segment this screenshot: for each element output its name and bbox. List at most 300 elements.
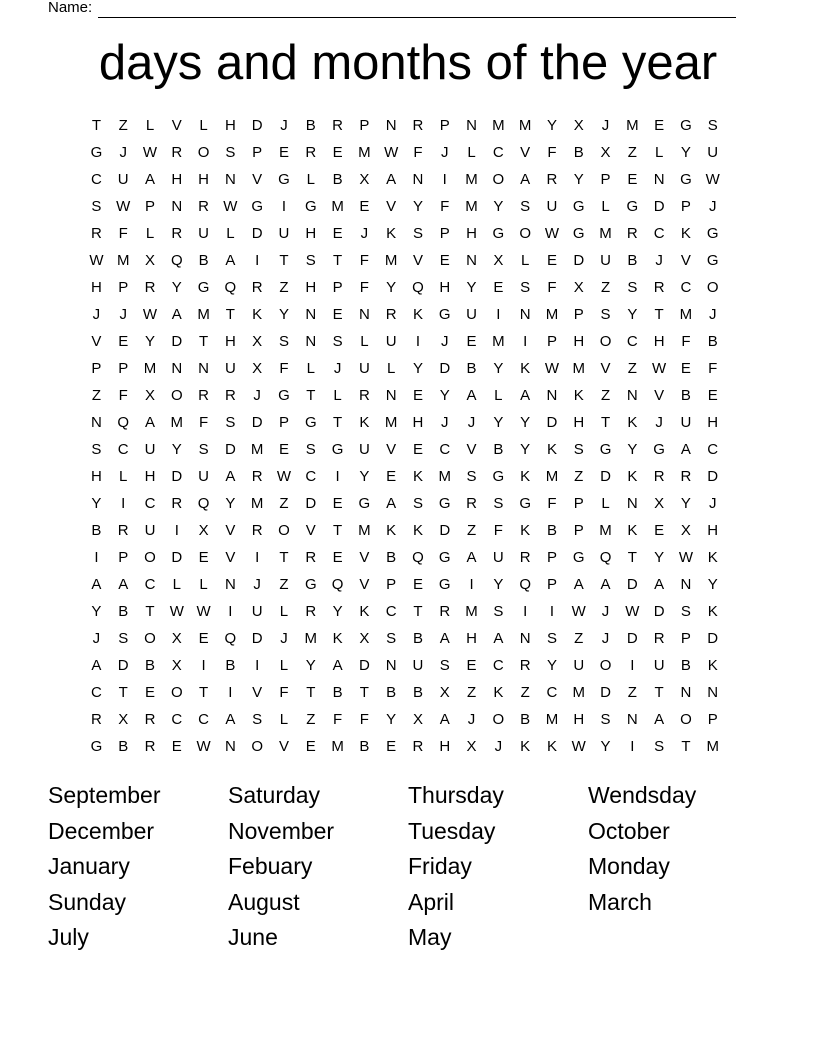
grid-letter[interactable]: D (358, 657, 370, 674)
grid-letter[interactable]: F (199, 414, 209, 431)
grid-letter[interactable]: Z (279, 576, 289, 593)
grid-letter[interactable]: I (201, 657, 206, 674)
grid-letter[interactable]: Q (331, 576, 344, 593)
grid-letter[interactable]: V (278, 738, 289, 755)
grid-letter[interactable]: C (198, 711, 209, 728)
grid-letter[interactable]: Y (412, 198, 423, 215)
grid-letter[interactable]: D (573, 252, 585, 269)
grid-letter[interactable]: L (306, 360, 315, 377)
grid-letter[interactable]: D (653, 603, 665, 620)
grid-letter[interactable]: N (171, 360, 183, 377)
grid-letter[interactable]: V (412, 252, 423, 269)
grid-letter[interactable]: E (118, 333, 129, 350)
grid-letter[interactable]: H (573, 711, 585, 728)
grid-letter[interactable]: N (466, 252, 477, 269)
grid-letter[interactable]: W (544, 360, 560, 377)
grid-letter[interactable]: C (707, 441, 719, 458)
grid-letter[interactable]: D (171, 333, 183, 350)
grid-letter[interactable]: E (627, 171, 638, 188)
grid-letter[interactable]: Y (627, 306, 638, 323)
grid-letter[interactable]: G (197, 279, 210, 296)
grid-letter[interactable]: Z (627, 360, 637, 377)
grid-letter[interactable]: V (225, 549, 236, 566)
grid-letter[interactable]: C (492, 144, 504, 161)
grid-letter[interactable]: Y (493, 360, 504, 377)
grid-letter[interactable]: N (626, 495, 638, 512)
grid-letter[interactable]: H (224, 333, 236, 350)
grid-letter[interactable]: A (171, 306, 182, 323)
grid-letter[interactable]: S (91, 198, 102, 215)
grid-letter[interactable]: R (305, 144, 317, 161)
grid-letter[interactable]: A (144, 171, 155, 188)
grid-letter[interactable]: K (386, 225, 397, 242)
grid-letter[interactable]: C (439, 441, 451, 458)
grid-letter[interactable]: P (707, 711, 718, 728)
grid-letter[interactable]: T (600, 414, 611, 431)
grid-letter[interactable]: L (279, 711, 289, 728)
grid-letter[interactable]: M (331, 738, 344, 755)
grid-letter[interactable]: W (625, 603, 640, 620)
grid-letter[interactable]: X (171, 630, 182, 647)
grid-letter[interactable]: E (412, 387, 423, 404)
grid-letter[interactable]: M (572, 360, 585, 377)
grid-letter[interactable]: K (546, 441, 557, 458)
grid-letter[interactable]: U (198, 225, 209, 242)
grid-letter[interactable]: P (573, 495, 584, 512)
grid-letter[interactable]: R (117, 522, 129, 539)
grid-letter[interactable]: Z (466, 522, 477, 539)
grid-letter[interactable]: P (252, 144, 263, 161)
grid-letter[interactable]: R (171, 144, 183, 161)
grid-letter[interactable]: I (228, 684, 233, 701)
grid-letter[interactable]: E (439, 252, 450, 269)
grid-letter[interactable]: V (252, 171, 263, 188)
grid-letter[interactable]: G (706, 252, 719, 269)
grid-letter[interactable]: X (493, 252, 504, 269)
grid-letter[interactable]: T (306, 684, 316, 701)
grid-letter[interactable]: X (412, 711, 423, 728)
grid-letter[interactable]: Y (91, 603, 102, 620)
grid-letter[interactable]: B (305, 117, 316, 134)
grid-letter[interactable]: Y (144, 333, 155, 350)
grid-letter[interactable]: M (679, 306, 693, 323)
grid-letter[interactable]: T (199, 684, 209, 701)
grid-letter[interactable]: L (520, 252, 530, 269)
grid-letter[interactable]: X (118, 711, 129, 728)
grid-letter[interactable]: B (144, 657, 155, 674)
grid-letter[interactable]: S (91, 441, 102, 458)
name-field[interactable] (48, 0, 736, 18)
grid-letter[interactable]: G (90, 144, 103, 161)
grid-letter[interactable]: L (279, 603, 289, 620)
grid-letter[interactable]: V (386, 441, 397, 458)
grid-letter[interactable]: L (601, 495, 610, 512)
grid-letter[interactable]: S (493, 603, 504, 620)
grid-letter[interactable]: M (250, 441, 264, 458)
grid-letter[interactable]: X (171, 657, 182, 674)
grid-letter[interactable]: I (94, 549, 99, 566)
grid-letter[interactable]: U (707, 144, 719, 161)
grid-letter[interactable]: T (654, 306, 664, 323)
grid-letter[interactable]: M (492, 333, 505, 350)
grid-letter[interactable]: V (359, 576, 370, 593)
grid-letter[interactable]: T (118, 684, 128, 701)
grid-letter[interactable]: T (359, 684, 369, 701)
grid-letter[interactable]: M (116, 252, 130, 269)
grid-letter[interactable]: K (359, 414, 370, 431)
grid-letter[interactable]: S (573, 441, 584, 458)
grid-letter[interactable]: E (332, 144, 343, 161)
grid-letter[interactable]: Y (91, 495, 102, 512)
grid-letter[interactable]: K (332, 630, 343, 647)
grid-letter[interactable]: U (573, 657, 585, 674)
grid-letter[interactable]: B (412, 684, 423, 701)
grid-letter[interactable]: T (145, 603, 155, 620)
grid-letter[interactable]: J (601, 117, 610, 134)
grid-letter[interactable]: X (439, 684, 450, 701)
grid-letter[interactable]: A (573, 576, 584, 593)
grid-letter[interactable]: U (546, 198, 558, 215)
grid-letter[interactable]: N (385, 117, 397, 134)
grid-letter[interactable]: B (707, 333, 718, 350)
grid-letter[interactable]: L (601, 198, 610, 215)
grid-letter[interactable]: B (359, 738, 370, 755)
grid-letter[interactable]: C (90, 684, 102, 701)
grid-letter[interactable]: D (626, 576, 638, 593)
grid-letter[interactable]: G (438, 549, 451, 566)
grid-letter[interactable]: L (279, 657, 289, 674)
grid-letter[interactable]: R (90, 711, 102, 728)
grid-letter[interactable]: N (224, 171, 236, 188)
grid-letter[interactable]: A (91, 576, 102, 593)
grid-letter[interactable]: F (359, 711, 369, 728)
grid-letter[interactable]: B (386, 549, 397, 566)
grid-letter[interactable]: U (466, 306, 477, 323)
grid-letter[interactable]: I (523, 603, 528, 620)
grid-letter[interactable]: X (144, 387, 155, 404)
grid-letter[interactable]: M (331, 198, 344, 215)
grid-letter[interactable]: M (465, 171, 478, 188)
grid-letter[interactable]: K (493, 684, 504, 701)
grid-letter[interactable]: W (276, 468, 292, 485)
grid-letter[interactable]: G (358, 495, 371, 512)
grid-letter[interactable]: G (680, 117, 692, 134)
grid-letter[interactable]: W (652, 360, 667, 377)
grid-letter[interactable]: P (546, 333, 557, 350)
grid-letter[interactable]: N (680, 684, 692, 701)
grid-letter[interactable]: S (520, 198, 531, 215)
grid-letter[interactable]: L (226, 225, 235, 242)
grid-letter[interactable]: Q (224, 279, 237, 296)
grid-letter[interactable]: C (653, 225, 665, 242)
grid-letter[interactable]: S (546, 630, 557, 647)
grid-letter[interactable]: B (573, 144, 584, 161)
grid-letter[interactable]: H (144, 468, 156, 485)
grid-letter[interactable]: R (466, 495, 477, 512)
grid-letter[interactable]: R (305, 603, 317, 620)
grid-letter[interactable]: U (492, 549, 504, 566)
grid-letter[interactable]: Y (305, 657, 316, 674)
grid-letter[interactable]: E (466, 333, 477, 350)
grid-letter[interactable]: O (519, 225, 531, 242)
grid-letter[interactable]: N (519, 306, 531, 323)
grid-letter[interactable]: L (145, 117, 155, 134)
grid-letter[interactable]: K (520, 360, 531, 377)
grid-letter[interactable]: N (546, 387, 558, 404)
grid-letter[interactable]: L (467, 144, 476, 161)
grid-letter[interactable]: M (599, 225, 612, 242)
grid-letter[interactable]: L (386, 360, 396, 377)
grid-letter[interactable]: O (251, 738, 264, 755)
grid-letter[interactable]: M (599, 522, 612, 539)
grid-letter[interactable]: N (653, 171, 665, 188)
grid-letter[interactable]: G (304, 198, 317, 215)
grid-letter[interactable]: W (571, 603, 586, 620)
grid-letter[interactable]: J (601, 630, 610, 647)
grid-letter[interactable]: Q (197, 495, 210, 512)
grid-letter[interactable]: Z (627, 684, 637, 701)
grid-letter[interactable]: E (546, 252, 557, 269)
grid-letter[interactable]: B (332, 171, 343, 188)
grid-letter[interactable]: W (116, 198, 131, 215)
grid-letter[interactable]: I (174, 522, 179, 539)
grid-letter[interactable]: A (493, 630, 504, 647)
grid-letter[interactable]: X (680, 522, 691, 539)
grid-letter[interactable]: P (118, 279, 129, 296)
grid-letter[interactable]: A (118, 576, 129, 593)
grid-letter[interactable]: E (198, 549, 209, 566)
grid-letter[interactable]: E (198, 630, 209, 647)
grid-letter[interactable]: C (626, 333, 638, 350)
grid-letter[interactable]: Y (600, 738, 611, 755)
grid-letter[interactable]: G (572, 225, 585, 242)
grid-letter[interactable]: M (545, 306, 559, 323)
grid-letter[interactable]: H (90, 279, 102, 296)
grid-letter[interactable]: H (90, 468, 102, 485)
grid-letter[interactable]: Y (171, 279, 182, 296)
grid-letter[interactable]: Q (599, 549, 612, 566)
grid-letter[interactable]: G (251, 198, 264, 215)
grid-letter[interactable]: O (599, 333, 612, 350)
grid-letter[interactable]: X (198, 522, 209, 539)
grid-letter[interactable]: I (255, 549, 260, 566)
grid-letter[interactable]: C (144, 495, 156, 512)
grid-letter[interactable]: S (600, 306, 611, 323)
grid-letter[interactable]: S (386, 630, 397, 647)
grid-letter[interactable]: M (358, 522, 371, 539)
grid-letter[interactable]: T (332, 522, 343, 539)
grid-letter[interactable]: J (280, 117, 288, 134)
grid-letter[interactable]: G (680, 171, 692, 188)
grid-letter[interactable]: B (680, 657, 691, 674)
grid-letter[interactable]: O (680, 711, 692, 728)
grid-letter[interactable]: J (655, 252, 663, 269)
grid-letter[interactable]: G (653, 441, 665, 458)
grid-letter[interactable]: Y (680, 495, 691, 512)
grid-letter[interactable]: V (680, 252, 691, 269)
grid-letter[interactable]: G (278, 387, 290, 404)
grid-letter[interactable]: X (252, 333, 263, 350)
grid-letter[interactable]: C (305, 468, 317, 485)
grid-letter[interactable]: Y (707, 576, 718, 593)
grid-letter[interactable]: K (707, 549, 718, 566)
grid-letter[interactable]: O (278, 522, 290, 539)
grid-letter[interactable]: D (600, 684, 611, 701)
grid-letter[interactable]: F (547, 279, 557, 296)
grid-letter[interactable]: Z (466, 684, 477, 701)
grid-letter[interactable]: N (90, 414, 102, 431)
grid-letter[interactable]: P (546, 576, 557, 593)
grid-letter[interactable]: A (466, 549, 477, 566)
grid-letter[interactable]: N (707, 684, 719, 701)
grid-letter[interactable]: E (278, 144, 289, 161)
grid-letter[interactable]: I (228, 603, 233, 620)
grid-letter[interactable]: J (360, 225, 369, 242)
grid-letter[interactable]: D (707, 630, 719, 647)
grid-letter[interactable]: U (198, 468, 209, 485)
grid-letter[interactable]: U (117, 171, 129, 188)
grid-letter[interactable]: J (655, 414, 663, 431)
grid-letter[interactable]: F (413, 144, 423, 161)
grid-letter[interactable]: U (385, 333, 397, 350)
grid-letter[interactable]: V (466, 441, 477, 458)
grid-letter[interactable]: F (118, 225, 128, 242)
grid-letter[interactable]: S (654, 738, 665, 755)
grid-letter[interactable]: N (519, 630, 531, 647)
grid-letter[interactable]: W (169, 603, 184, 620)
grid-letter[interactable]: R (332, 117, 343, 134)
grid-letter[interactable]: N (224, 738, 236, 755)
grid-letter[interactable]: R (171, 225, 183, 242)
grid-letter[interactable]: J (494, 738, 503, 755)
grid-letter[interactable]: D (251, 630, 263, 647)
grid-letter[interactable]: K (680, 225, 691, 242)
grid-letter[interactable]: P (439, 225, 450, 242)
grid-letter[interactable]: N (171, 198, 183, 215)
grid-letter[interactable]: A (225, 711, 236, 728)
grid-letter[interactable]: C (117, 441, 129, 458)
grid-letter[interactable]: W (544, 225, 560, 242)
grid-letter[interactable]: D (439, 522, 451, 539)
grid-letter[interactable]: A (225, 468, 236, 485)
grid-letter[interactable]: T (627, 549, 637, 566)
grid-letter[interactable]: Y (573, 171, 584, 188)
grid-letter[interactable]: M (492, 117, 505, 134)
grid-letter[interactable]: V (520, 144, 531, 161)
grid-letter[interactable]: Y (493, 414, 504, 431)
grid-letter[interactable]: V (386, 198, 397, 215)
grid-letter[interactable]: W (89, 252, 104, 269)
grid-letter[interactable]: H (198, 171, 209, 188)
grid-letter[interactable]: C (492, 657, 504, 674)
grid-letter[interactable]: S (627, 279, 638, 296)
grid-letter[interactable]: M (358, 144, 371, 161)
grid-letter[interactable]: N (412, 171, 424, 188)
grid-letter[interactable]: H (305, 279, 317, 296)
grid-letter[interactable]: J (92, 306, 101, 323)
grid-letter[interactable]: Y (627, 441, 638, 458)
grid-letter[interactable]: N (626, 711, 638, 728)
grid-letter[interactable]: U (144, 522, 156, 539)
grid-letter[interactable]: T (199, 333, 209, 350)
grid-letter[interactable]: D (251, 414, 263, 431)
grid-letter[interactable]: I (121, 495, 126, 512)
grid-letter[interactable]: A (654, 711, 665, 728)
grid-letter[interactable]: P (332, 279, 343, 296)
grid-letter[interactable]: E (412, 441, 423, 458)
grid-letter[interactable]: G (278, 171, 290, 188)
grid-letter[interactable]: T (654, 684, 664, 701)
grid-letter[interactable]: D (626, 630, 638, 647)
grid-letter[interactable]: E (278, 441, 289, 458)
grid-letter[interactable]: I (630, 738, 635, 755)
grid-letter[interactable]: D (251, 117, 263, 134)
grid-letter[interactable]: H (171, 171, 183, 188)
grid-letter[interactable]: Y (466, 279, 477, 296)
grid-letter[interactable]: F (708, 360, 718, 377)
grid-letter[interactable]: B (466, 360, 477, 377)
grid-letter[interactable]: M (626, 117, 639, 134)
grid-letter[interactable]: M (465, 603, 478, 620)
grid-letter[interactable]: H (707, 522, 719, 539)
grid-letter[interactable]: J (708, 198, 717, 215)
grid-letter[interactable]: R (251, 522, 263, 539)
grid-letter[interactable]: P (386, 576, 397, 593)
grid-letter[interactable]: F (279, 684, 289, 701)
grid-letter[interactable]: S (439, 657, 450, 674)
grid-letter[interactable]: K (627, 414, 638, 431)
grid-letter[interactable]: J (253, 576, 261, 593)
grid-letter[interactable]: N (198, 360, 209, 377)
grid-letter[interactable]: U (144, 441, 156, 458)
grid-letter[interactable]: C (546, 684, 558, 701)
grid-letter[interactable]: M (545, 711, 559, 728)
grid-letter[interactable]: R (546, 171, 558, 188)
grid-letter[interactable]: C (90, 171, 102, 188)
grid-letter[interactable]: O (492, 171, 505, 188)
grid-letter[interactable]: B (520, 711, 531, 728)
grid-letter[interactable]: E (680, 360, 691, 377)
grid-letter[interactable]: E (332, 225, 343, 242)
grid-letter[interactable]: H (224, 117, 236, 134)
grid-letter[interactable]: U (358, 441, 370, 458)
grid-letter[interactable]: E (493, 279, 504, 296)
grid-letter[interactable]: N (224, 576, 236, 593)
grid-letter[interactable]: S (252, 711, 263, 728)
grid-letter[interactable]: O (144, 549, 156, 566)
grid-letter[interactable]: K (359, 603, 370, 620)
grid-letter[interactable]: K (412, 522, 423, 539)
grid-letter[interactable]: H (466, 630, 477, 647)
grid-letter[interactable]: V (600, 360, 611, 377)
grid-letter[interactable]: Y (520, 441, 531, 458)
grid-letter[interactable]: Q (170, 252, 183, 269)
grid-letter[interactable]: B (118, 738, 129, 755)
grid-letter[interactable]: R (171, 495, 183, 512)
grid-letter[interactable]: L (306, 171, 315, 188)
grid-letter[interactable]: E (171, 738, 182, 755)
grid-letter[interactable]: R (412, 738, 424, 755)
grid-letter[interactable]: H (707, 414, 719, 431)
grid-letter[interactable]: Y (680, 144, 691, 161)
grid-letter[interactable]: M (438, 468, 451, 485)
grid-letter[interactable]: W (705, 171, 720, 188)
grid-letter[interactable]: D (439, 360, 451, 377)
grid-letter[interactable]: D (117, 657, 129, 674)
grid-letter[interactable]: Z (91, 387, 101, 404)
grid-letter[interactable]: M (384, 414, 398, 431)
grid-letter[interactable]: N (626, 387, 638, 404)
